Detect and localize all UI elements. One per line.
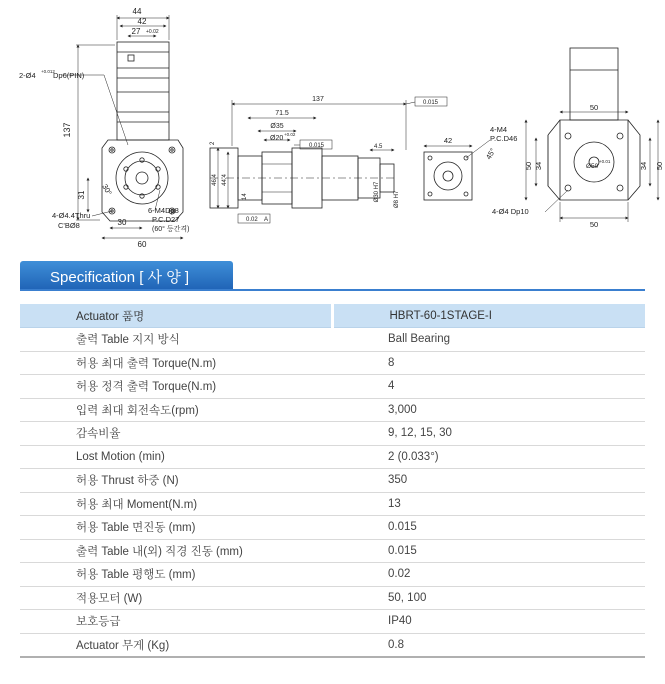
dim-34-right: 34: [639, 161, 648, 171]
spec-row-label: 감속비율: [20, 422, 332, 446]
spec-header-label: Actuator 품명: [20, 304, 332, 328]
spec-row: [20, 351, 645, 375]
spec-row-label: 출력 Table 내(외) 직경 진동 (mm): [20, 539, 332, 563]
spec-row-label: 입력 최대 회전속도(rpm): [20, 398, 332, 422]
dim-phi50-tol: +0.01: [599, 159, 611, 164]
dim-30: 30: [117, 218, 127, 227]
spec-section-header: [20, 261, 645, 291]
dim-71-5: 71.5: [275, 110, 289, 117]
spec-row-label: 허용 Thrust 하중 (N): [20, 469, 332, 493]
pin-callout: 2-Ø4: [19, 71, 36, 80]
spec-row-value: 8: [332, 351, 645, 375]
spec-row: [20, 563, 645, 587]
dim-42-front: 42: [443, 136, 453, 145]
spec-row: [20, 610, 645, 634]
spec-row-value: 50, 100: [332, 586, 645, 610]
spec-header-value: HBRT-60-1STAGE-I: [332, 304, 645, 328]
spec-row-value: 9, 12, 15, 30: [332, 422, 645, 446]
dim-phi8-h7: Ø8 H7: [394, 190, 400, 208]
dim-44-4: 44.4: [222, 174, 228, 186]
spec-row: [20, 328, 645, 352]
spec-row-value: 2 (0.033°): [332, 445, 645, 469]
spec-table: [20, 304, 645, 658]
dim-42: 42: [137, 17, 147, 26]
spec-row-label: Lost Motion (min): [20, 445, 332, 469]
pcd-callout: P.C.D27: [152, 215, 180, 224]
dim-phi50: Ø50: [586, 163, 599, 170]
spec-row-value: 13: [332, 492, 645, 516]
spec-title: Specification [ 사 양 ]: [50, 269, 190, 286]
spec-row: [20, 422, 645, 446]
pcd46-callout: P.C.D46: [490, 134, 518, 143]
spec-row-label: 허용 Table 면진동 (mm): [20, 516, 332, 540]
tol-parallel: 0.02: [246, 217, 258, 223]
dim-phi20-tol: +0.02: [284, 132, 296, 137]
spec-row-value: 350: [332, 469, 645, 493]
spec-row-value: 0.02: [332, 563, 645, 587]
spec-row-value: 0.8: [332, 633, 645, 657]
spec-row: [20, 633, 645, 657]
dim-phi20: Ø20: [270, 135, 284, 142]
spec-row: [20, 375, 645, 399]
spec-divider: [20, 289, 645, 291]
dim-137-side: 137: [312, 96, 324, 103]
left-view-drawing: [62, 15, 183, 238]
spec-row-label: 적용모터 (W): [20, 586, 332, 610]
spec-row-value: IP40: [332, 610, 645, 634]
spec-row-label: Actuator 무게 (Kg): [20, 633, 332, 657]
spec-row-value: 0.015: [332, 539, 645, 563]
spec-row: [20, 539, 645, 563]
dim-44: 44: [132, 7, 142, 16]
dim-50-top: 50: [589, 103, 599, 112]
spec-row: [20, 398, 645, 422]
dim-137-left: 137: [62, 122, 72, 138]
dim-2: 2: [210, 141, 216, 145]
spec-row: [20, 469, 645, 493]
dim-50-left: 50: [524, 161, 533, 171]
datum-a: A: [264, 217, 269, 223]
m4-callout: 4-M4: [490, 125, 508, 134]
dim-60: 60: [137, 240, 147, 249]
spec-row: [20, 445, 645, 469]
dim-46-4: 46.4: [212, 174, 218, 186]
cb-callout: C'BØ8: [58, 221, 80, 230]
pin-depth: Dp6(PIN): [53, 71, 85, 80]
dim-14: 14: [242, 193, 248, 200]
spec-row: [20, 492, 645, 516]
spec-row-label: 허용 정격 출력 Torque(N.m): [20, 375, 332, 399]
spec-row-label: 허용 Table 평행도 (mm): [20, 563, 332, 587]
deg60-callout: (60° 등간격): [152, 226, 190, 233]
deg45-callout: 45°: [483, 146, 498, 161]
tol-0-015-a: 0.015: [423, 100, 439, 106]
dp10-callout: 4-Ø4 Dp10: [492, 207, 529, 216]
spec-row-value: 4: [332, 375, 645, 399]
right-view-drawing: [526, 48, 658, 222]
spec-row: [20, 586, 645, 610]
dim-50-bottom: 50: [589, 220, 599, 229]
side-view-labels: [210, 96, 439, 223]
technical-drawings: [0, 0, 665, 250]
tol-0-015-b: 0.015: [309, 143, 325, 149]
dim-phi30-h7: Ø30 H7: [374, 181, 380, 203]
spec-header-row: [20, 304, 645, 328]
dim-27: 27: [131, 27, 141, 36]
spec-row-value: 3,000: [332, 398, 645, 422]
spec-row-value: Ball Bearing: [332, 328, 645, 352]
side-view-drawing: [210, 97, 447, 223]
spec-row: [20, 516, 645, 540]
dim-27-tol: +0.02: [146, 29, 159, 35]
spec-row-label: 보호등급: [20, 610, 332, 634]
dim-phi35: Ø35: [270, 123, 284, 130]
spec-row-label: 허용 최대 Moment(N.m): [20, 492, 332, 516]
dim-50-right: 50: [655, 161, 664, 171]
front-view-drawing: [424, 140, 490, 200]
dim-31: 31: [77, 190, 86, 200]
spec-row-value: 0.015: [332, 516, 645, 540]
spec-row-label: 출력 Table 지지 방식: [20, 328, 332, 352]
spec-tab: [20, 261, 233, 290]
spec-row-label: 허용 최대 출력 Torque(N.m): [20, 351, 332, 375]
m4dp8-callout: 6-M4Dp8: [148, 206, 179, 215]
dim-30-deg: 30°: [100, 182, 114, 197]
dim-4-5: 4.5: [374, 144, 383, 150]
front-view-labels: [444, 125, 518, 161]
pin-tol: +0.012: [41, 69, 55, 74]
thru-callout: 4-Ø4.4Thru: [52, 211, 91, 220]
dim-34-left: 34: [534, 161, 543, 171]
right-view-labels: [492, 103, 664, 229]
